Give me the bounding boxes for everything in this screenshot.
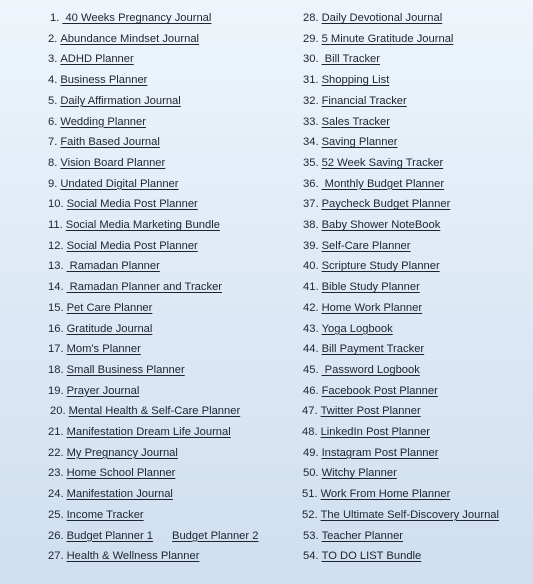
item-link[interactable]: Small Business Planner bbox=[66, 363, 185, 376]
item-number: 52. bbox=[302, 508, 318, 521]
item-number: 27. bbox=[48, 550, 64, 563]
item-number: 49. bbox=[303, 446, 319, 459]
item-link[interactable]: Undated Digital Planner bbox=[60, 177, 179, 190]
item-number: 16. bbox=[48, 322, 64, 335]
item-number: 15. bbox=[48, 301, 64, 314]
list-item[interactable] bbox=[302, 404, 421, 418]
item-number: 31. bbox=[303, 74, 319, 87]
item-link[interactable]: Manifestation Dream Life Journal bbox=[66, 426, 231, 438]
list-item[interactable] bbox=[48, 363, 185, 377]
list-item[interactable] bbox=[303, 177, 444, 191]
list-item[interactable] bbox=[303, 446, 438, 460]
item-number: 20. bbox=[50, 405, 66, 418]
item-link[interactable]: Vision Board Planner bbox=[60, 156, 166, 169]
list-item[interactable] bbox=[48, 549, 199, 563]
item-number: 5. bbox=[48, 94, 58, 107]
item-link[interactable]: Bill Payment Tracker bbox=[321, 343, 425, 356]
item-link[interactable]: LinkedIn Post Planner bbox=[320, 426, 431, 438]
item-number: 38. bbox=[303, 219, 319, 231]
list-item[interactable] bbox=[50, 404, 240, 418]
list-item[interactable] bbox=[48, 446, 178, 460]
list-item[interactable] bbox=[303, 52, 380, 66]
item-link[interactable]: Social Media Post Planner bbox=[66, 239, 198, 252]
list-item[interactable] bbox=[48, 280, 222, 294]
item-link[interactable]: Manifestation Journal bbox=[66, 488, 173, 501]
item-number: 37. bbox=[303, 198, 319, 211]
list-item[interactable] bbox=[303, 280, 420, 294]
list-item[interactable] bbox=[303, 11, 442, 25]
item-number: 21. bbox=[48, 426, 64, 438]
list-item[interactable] bbox=[303, 384, 438, 398]
list-item[interactable] bbox=[302, 425, 430, 439]
item-link[interactable]: Bill Tracker bbox=[321, 53, 380, 66]
item-link[interactable]: Ramadan Planner bbox=[66, 260, 160, 273]
item-link[interactable]: Facebook Post Planner bbox=[321, 384, 438, 397]
item-link[interactable]: Faith Based Journal bbox=[60, 136, 160, 149]
list-item[interactable] bbox=[303, 301, 422, 315]
item-link[interactable]: Prayer Journal bbox=[66, 384, 140, 397]
list-item[interactable] bbox=[48, 301, 152, 315]
item-link[interactable]: Instagram Post Planner bbox=[321, 446, 439, 459]
list-item[interactable] bbox=[48, 239, 198, 253]
item-number: 41. bbox=[303, 281, 319, 294]
item-number: 51. bbox=[302, 488, 318, 501]
list-item[interactable] bbox=[303, 135, 397, 149]
item-link[interactable]: Health & Wellness Planner bbox=[66, 550, 200, 563]
list-item[interactable] bbox=[48, 529, 259, 543]
item-link[interactable]: Financial Tracker bbox=[321, 94, 407, 107]
item-number: 9. bbox=[48, 177, 58, 190]
list-item[interactable] bbox=[48, 322, 152, 336]
list-item[interactable] bbox=[303, 73, 389, 87]
item-number: 50. bbox=[303, 467, 319, 480]
item-number: 28. bbox=[303, 12, 319, 24]
list-item[interactable] bbox=[303, 115, 390, 129]
item-number: 39. bbox=[303, 239, 319, 252]
item-link[interactable]: Mental Health & Self-Care Planner bbox=[68, 405, 241, 418]
list-item[interactable] bbox=[303, 94, 407, 108]
item-link[interactable]: Work From Home Planner bbox=[320, 488, 451, 501]
list-item[interactable] bbox=[303, 466, 397, 480]
item-link[interactable]: My Pregnancy Journal bbox=[66, 446, 178, 459]
list-item[interactable] bbox=[48, 197, 198, 211]
item-link[interactable]: Budget Planner 1 bbox=[66, 529, 154, 542]
item-link[interactable]: 5 Minute Gratitude Journal bbox=[321, 32, 454, 45]
item-link[interactable]: Ramadan Planner and Tracker bbox=[66, 281, 223, 294]
item-link[interactable]: Income Tracker bbox=[66, 508, 144, 521]
list-item[interactable] bbox=[302, 487, 450, 501]
list-item[interactable] bbox=[303, 259, 440, 273]
item-link[interactable]: TO DO LIST Bundle bbox=[321, 550, 422, 563]
item-link[interactable]: Daily Devotional Journal bbox=[321, 12, 443, 24]
list-item[interactable] bbox=[48, 177, 179, 191]
item-number: 25. bbox=[48, 508, 64, 521]
item-link[interactable]: Twitter Post Planner bbox=[320, 405, 421, 418]
item-number: 47. bbox=[302, 405, 318, 418]
item-number: 24. bbox=[48, 488, 64, 501]
item-link[interactable]: Monthly Budget Planner bbox=[321, 177, 445, 190]
item-link[interactable]: Abundance Mindset Journal bbox=[60, 32, 200, 45]
list-item[interactable] bbox=[303, 218, 440, 232]
item-link[interactable]: Home School Planner bbox=[66, 467, 176, 480]
item-number: 17. bbox=[48, 343, 64, 356]
item-link[interactable]: Yoga Logbook bbox=[321, 322, 393, 335]
list-item[interactable] bbox=[303, 239, 410, 253]
item-link[interactable]: Scripture Study Planner bbox=[321, 260, 440, 273]
item-link[interactable]: Witchy Planner bbox=[321, 467, 397, 480]
item-number: 32. bbox=[303, 94, 319, 107]
list-item[interactable] bbox=[48, 508, 144, 522]
item-number: 6. bbox=[48, 115, 58, 128]
item-number: 44. bbox=[303, 343, 319, 356]
item-link[interactable]: Bible Study Planner bbox=[321, 281, 420, 294]
item-number: 8. bbox=[48, 156, 58, 169]
item-number: 7. bbox=[48, 136, 58, 149]
item-link[interactable]: Sales Tracker bbox=[321, 115, 390, 128]
list-item[interactable] bbox=[303, 322, 393, 336]
item-link[interactable]: Paycheck Budget Planner bbox=[321, 198, 451, 211]
list-item[interactable] bbox=[48, 384, 139, 398]
list-item[interactable] bbox=[302, 508, 499, 522]
item-number: 33. bbox=[303, 115, 319, 128]
list-item[interactable] bbox=[50, 11, 211, 25]
list-item[interactable] bbox=[48, 156, 165, 170]
item-number: 3. bbox=[48, 53, 58, 66]
item-link[interactable]: 52 Week Saving Tracker bbox=[321, 156, 444, 169]
list-item[interactable] bbox=[303, 156, 443, 170]
item-link[interactable]: Daily Affirmation Journal bbox=[60, 94, 181, 107]
item-number: 23. bbox=[48, 467, 64, 480]
item-number: 22. bbox=[48, 446, 64, 459]
item-number: 35. bbox=[303, 156, 319, 169]
item-number: 29. bbox=[303, 32, 319, 45]
item-link[interactable]: 40 Weeks Pregnancy Journal bbox=[62, 12, 212, 24]
list-item[interactable] bbox=[48, 73, 147, 87]
list-item[interactable] bbox=[303, 549, 421, 563]
list-item[interactable] bbox=[48, 115, 146, 129]
item-link[interactable]: ADHD Planner bbox=[60, 53, 134, 66]
item-link[interactable]: Gratitude Journal bbox=[66, 322, 153, 335]
item-number: 13. bbox=[48, 260, 64, 273]
item-number: 12. bbox=[48, 239, 64, 252]
item-number: 4. bbox=[48, 74, 58, 87]
list-item[interactable] bbox=[48, 487, 173, 501]
item-link[interactable]: Self-Care Planner bbox=[321, 239, 411, 252]
list-item[interactable] bbox=[303, 32, 453, 46]
item-link[interactable]: Wedding Planner bbox=[60, 115, 146, 128]
list-item[interactable] bbox=[303, 529, 403, 543]
list-item[interactable] bbox=[48, 218, 220, 232]
item-number: 19. bbox=[48, 384, 64, 397]
item-number: 1. bbox=[50, 12, 60, 24]
item-number: 53. bbox=[303, 529, 319, 542]
item-number: 30. bbox=[303, 53, 319, 66]
item-link[interactable]: Pet Care Planner bbox=[66, 301, 153, 314]
item-number: 26. bbox=[48, 529, 64, 542]
list-item[interactable] bbox=[48, 259, 160, 273]
item-number: 43. bbox=[303, 322, 319, 335]
item-link[interactable]: Teacher Planner bbox=[321, 529, 404, 542]
list-item[interactable] bbox=[303, 342, 424, 356]
item-number: 46. bbox=[303, 384, 319, 397]
list-item[interactable] bbox=[48, 94, 181, 108]
item-number: 54. bbox=[303, 550, 319, 563]
item-number: 18. bbox=[48, 363, 64, 376]
item-link[interactable]: Password Logbook bbox=[321, 363, 420, 376]
item-number: 2. bbox=[48, 32, 58, 45]
item-number: 11. bbox=[48, 219, 63, 231]
list-item[interactable] bbox=[48, 32, 199, 46]
item-link-secondary[interactable]: Budget Planner 2 bbox=[172, 529, 259, 542]
list-item[interactable] bbox=[303, 363, 420, 377]
list-item[interactable] bbox=[48, 135, 160, 149]
item-number: 34. bbox=[303, 136, 319, 149]
item-link[interactable]: Social Media Post Planner bbox=[66, 198, 198, 211]
item-number: 42. bbox=[303, 301, 319, 314]
item-link[interactable]: Saving Planner bbox=[321, 136, 398, 149]
item-number: 45. bbox=[303, 363, 319, 376]
item-link[interactable]: Business Planner bbox=[60, 74, 148, 87]
item-link[interactable]: Mom's Planner bbox=[66, 343, 141, 356]
item-number: 48. bbox=[302, 426, 318, 438]
list-item[interactable] bbox=[48, 425, 231, 439]
item-number: 10. bbox=[48, 198, 64, 211]
list-item[interactable] bbox=[48, 466, 175, 480]
item-number: 14. bbox=[48, 281, 64, 294]
item-link[interactable]: Home Work Planner bbox=[321, 301, 423, 314]
item-number: 36. bbox=[303, 177, 319, 190]
list-item[interactable] bbox=[48, 52, 134, 66]
item-link[interactable]: Baby Shower NoteBook bbox=[321, 219, 441, 231]
list-item[interactable] bbox=[303, 197, 450, 211]
item-link[interactable]: Shopping List bbox=[321, 74, 390, 87]
item-number: 40. bbox=[303, 260, 319, 273]
item-link[interactable]: The Ultimate Self-Discovery Journal bbox=[320, 508, 499, 521]
list-item[interactable] bbox=[48, 342, 141, 356]
item-link[interactable]: Social Media Marketing Bundle bbox=[65, 219, 220, 231]
